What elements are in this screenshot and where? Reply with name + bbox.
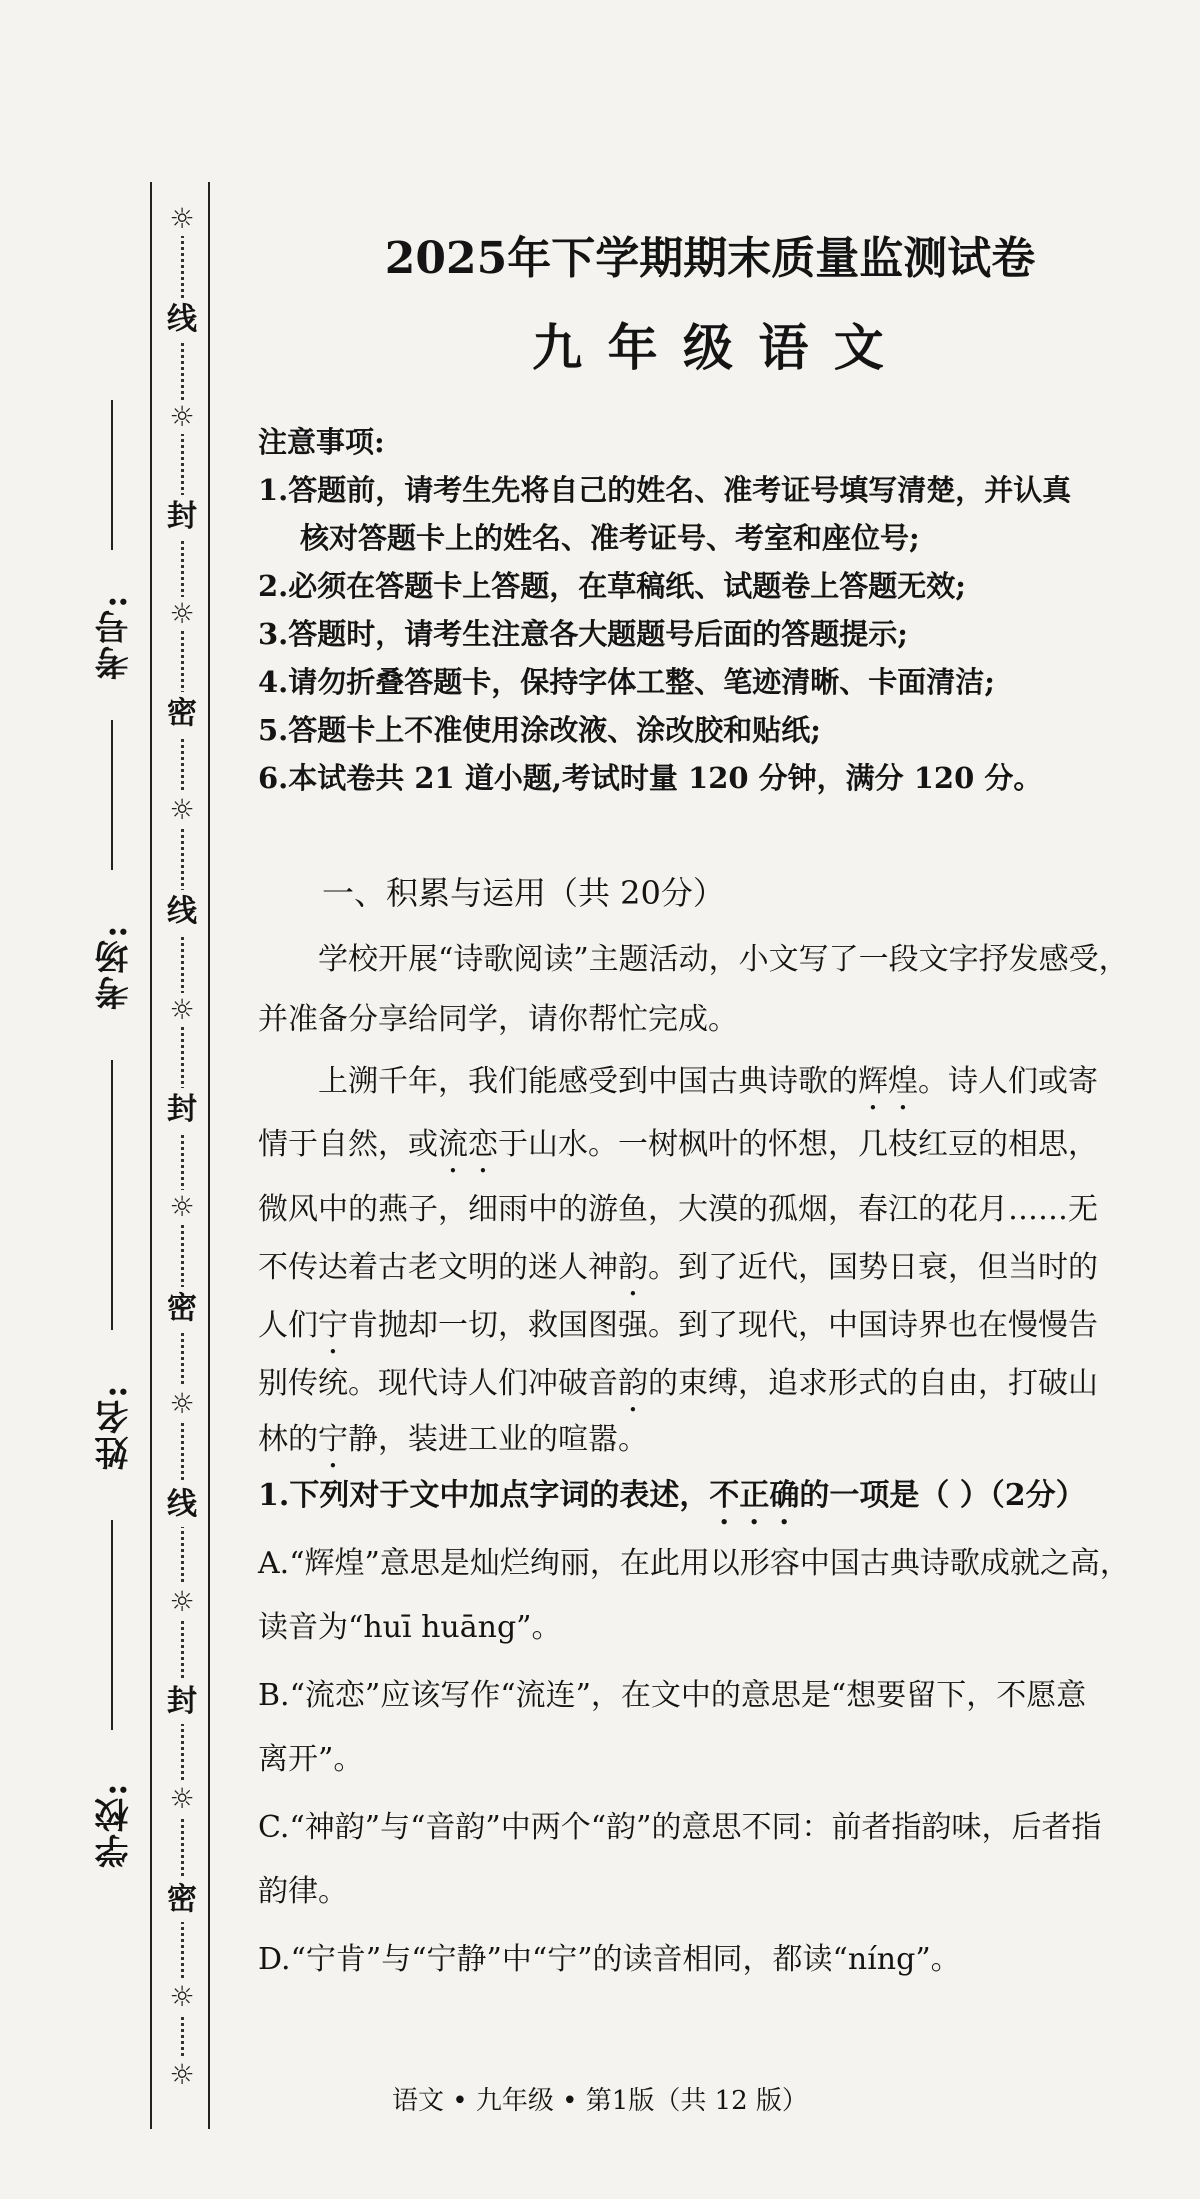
sun-mark-icon: ☼ xyxy=(165,597,199,631)
section-heading: 一、积累与运用（共 20分） xyxy=(322,874,725,912)
passage-line: 林的宁静，装进工业的喧嚣。 xyxy=(258,1422,648,1457)
notice-item: 核对答题卡上的姓名、准考证号、考室和座位号; xyxy=(300,521,920,555)
notice-item: 5.答题卡上不准使用涂改液、涂改胶和贴纸; xyxy=(258,713,821,747)
option-b: 离开”。 xyxy=(258,1742,364,1777)
dotted-word: 宁 xyxy=(318,1308,348,1343)
option-a: 读音为“huī huāng”。 xyxy=(258,1610,562,1645)
notice-item: 1.答题前，请考生先将自己的姓名、准考证号填写清楚，并认真 xyxy=(258,473,1072,507)
passage-line: 别传统。现代诗人们冲破音韵的束缚，追求形式的自由，打破山 xyxy=(258,1366,1098,1401)
question-1-stem: 1.下列对于文中加点字词的表述，不正确的一项是（ ）（2分） xyxy=(258,1478,1086,1513)
school-blank xyxy=(111,1520,113,1730)
dotted-word: 韵 xyxy=(618,1366,648,1401)
sun-mark-icon: ☼ xyxy=(165,2058,199,2092)
sun-mark-icon: ☼ xyxy=(165,993,199,1027)
option-d: D.“宁肯”与“宁静”中“宁”的读音相同，都读“níng”。 xyxy=(258,1942,961,1977)
seal-word-secret: 密 xyxy=(160,692,204,736)
subject-title: 九 年 级 语 文 xyxy=(532,318,888,377)
option-c: C.“神韵”与“音韵”中两个“韵”的意思不同：前者指韵味，后者指 xyxy=(258,1810,1102,1845)
dotted-word: 宁 xyxy=(318,1422,348,1457)
seal-word-seal: 封 xyxy=(160,1680,204,1724)
option-b: B.“流恋”应该写作“流连”，在文中的意思是“想要留下，不愿意 xyxy=(258,1678,1087,1713)
seal-word-secret: 密 xyxy=(160,1287,204,1331)
exam-room-blank xyxy=(111,720,113,870)
sun-mark-icon: ☼ xyxy=(165,202,199,236)
page-footer: 语文 • 九年级 • 第1版（共 12 版） xyxy=(392,2086,808,2116)
sun-mark-icon: ☼ xyxy=(165,793,199,827)
option-a: A.“辉煌”意思是灿烂绚丽，在此用以形容中国古典诗歌成就之高， xyxy=(258,1546,1130,1581)
binding-line-right xyxy=(208,182,210,2129)
dotted-word: 不正确 xyxy=(709,1478,800,1513)
exam-room-label: 考场: xyxy=(95,923,135,1010)
sun-mark-icon: ☼ xyxy=(165,1980,199,2014)
binding-line-left xyxy=(150,182,152,2129)
passage-line: 上溯千年，我们能感受到中国古典诗歌的辉煌。诗人们或寄 xyxy=(318,1064,1098,1099)
sun-mark-icon: ☼ xyxy=(165,1585,199,1619)
sun-mark-icon: ☼ xyxy=(165,1782,199,1816)
seal-word-line: 线 xyxy=(160,890,204,934)
seal-word-seal: 封 xyxy=(160,495,204,539)
sun-mark-icon: ☼ xyxy=(165,1387,199,1421)
notice-item: 6.本试卷共 21 道小题,考试时量 120 分钟，满分 120 分。 xyxy=(258,761,1043,795)
dotted-word: 辉煌 xyxy=(858,1064,918,1099)
option-c: 韵律。 xyxy=(258,1874,348,1909)
dotted-word: 韵 xyxy=(618,1250,648,1285)
passage-line: 不传达着古老文明的迷人神韵。到了近代，国势日衰，但当时的 xyxy=(258,1250,1098,1285)
seal-word-secret: 密 xyxy=(160,1878,204,1922)
name-label: 姓名: xyxy=(95,1383,135,1470)
sun-mark-icon: ☼ xyxy=(165,1190,199,1224)
name-blank xyxy=(111,1060,113,1330)
page-title: 2025年下学期期末质量监测试卷 xyxy=(384,233,1036,284)
exam-no-blank xyxy=(111,400,113,550)
passage-line: 情于自然，或流恋于山水。一树枫叶的怀想，几枝红豆的相思， xyxy=(258,1127,1098,1162)
intro-line: 并准备分享给同学，请你帮忙完成。 xyxy=(258,1002,738,1037)
seal-word-line: 线 xyxy=(160,298,204,342)
passage-line: 微风中的燕子，细雨中的游鱼，大漠的孤烟，春江的花月……无 xyxy=(258,1192,1098,1227)
seal-word-seal: 封 xyxy=(160,1088,204,1132)
notice-item: 3.答题时，请考生注意各大题题号后面的答题提示; xyxy=(258,617,908,651)
notice-item: 4.请勿折叠答题卡，保持字体工整、笔迹清晰、卡面清洁; xyxy=(258,665,995,699)
school-label: 学校: xyxy=(95,1781,135,1868)
notice-item: 2.必须在答题卡上答题，在草稿纸、试题卷上答题无效; xyxy=(258,569,966,603)
notice-heading: 注意事项: xyxy=(258,425,385,459)
passage-line: 人们宁肯抛却一切，救国图强。到了现代，中国诗界也在慢慢告 xyxy=(258,1308,1098,1343)
intro-line: 学校开展“诗歌阅读”主题活动，小文写了一段文字抒发感受， xyxy=(318,942,1129,977)
exam-no-label: 考号: xyxy=(95,593,135,680)
sun-mark-icon: ☼ xyxy=(165,400,199,434)
seal-word-line: 线 xyxy=(160,1483,204,1527)
dotted-word: 流恋 xyxy=(438,1127,498,1162)
